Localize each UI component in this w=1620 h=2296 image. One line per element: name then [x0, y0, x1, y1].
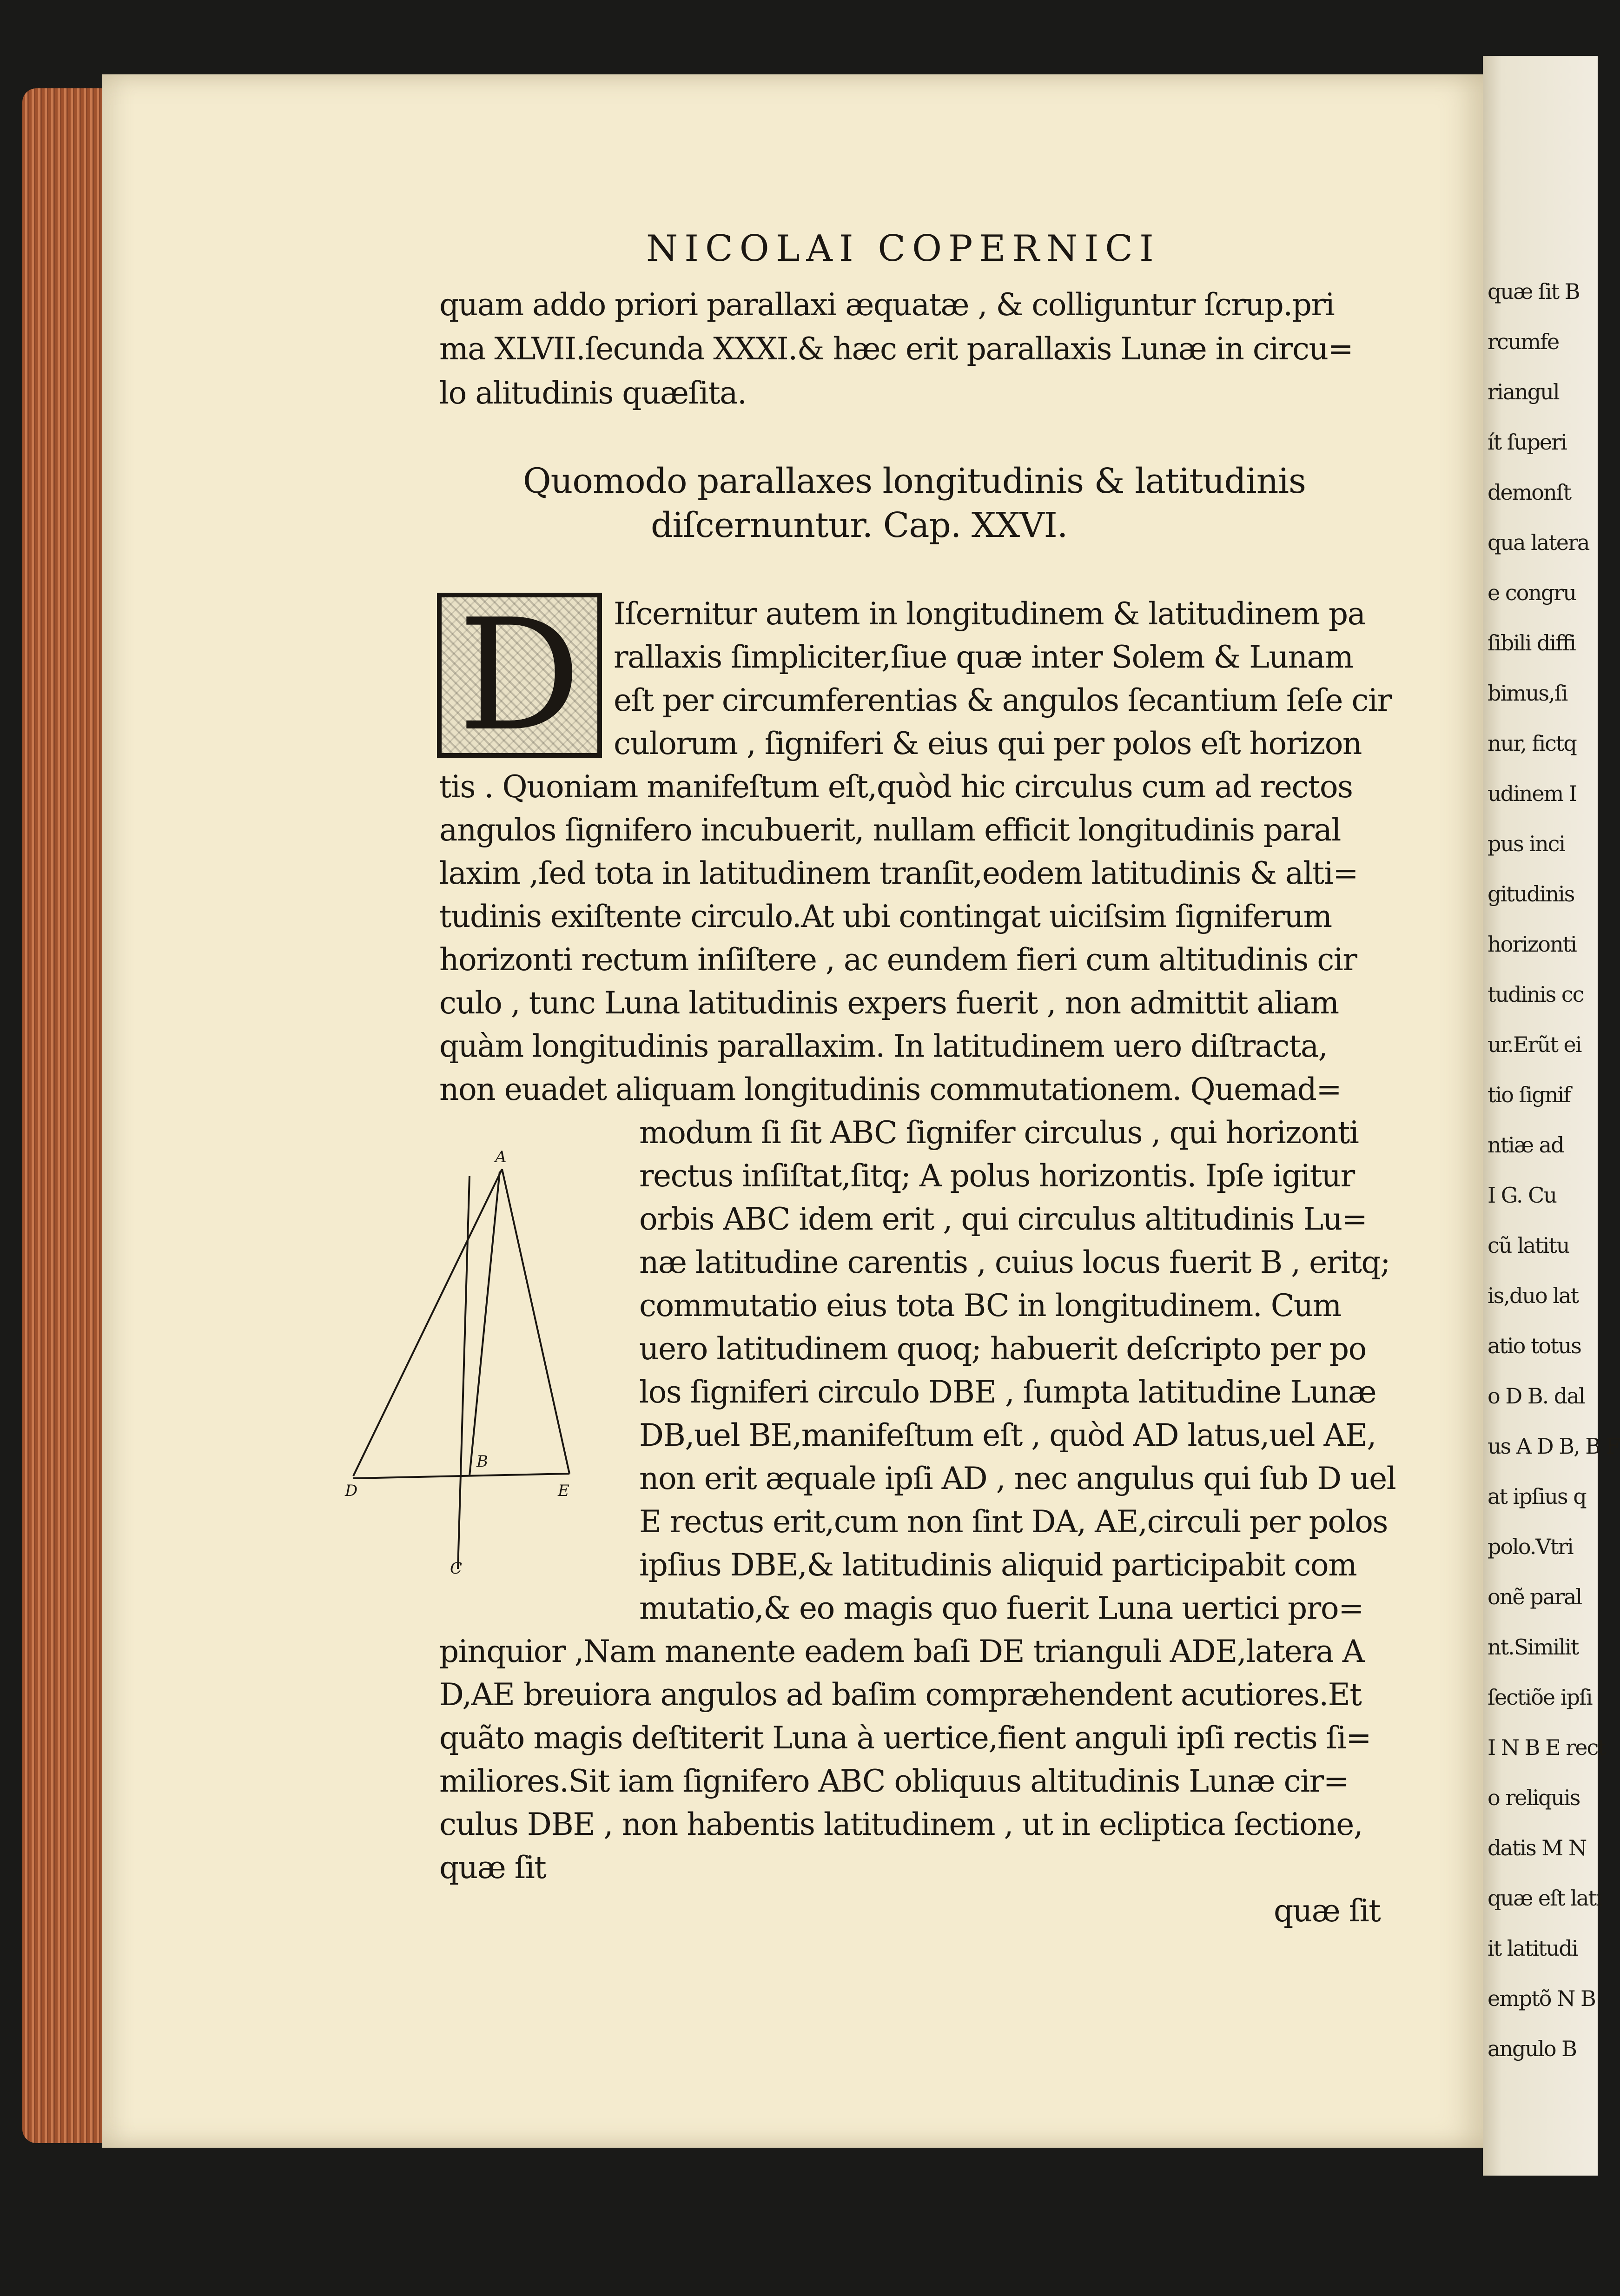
- facing-page-line: horizonti: [1488, 932, 1576, 957]
- text-line: eſt per circumferentias & angulos ſecantium ſeſe cir: [614, 682, 1391, 718]
- running-header: NICOLAI COPERNICI: [646, 228, 1160, 270]
- text-line: rallaxis ſimpliciter,ſiue quæ inter Solem & Lunam: [614, 639, 1353, 675]
- text-line: angulos ſignifero incubuerit, nullam efficit longitudinis paral: [439, 812, 1341, 848]
- facing-page-line: ſibili diffi: [1488, 630, 1575, 655]
- facing-page-line: is,duo lat: [1488, 1283, 1578, 1308]
- chapter-title-line2: diſcernuntur. Cap. XXVI.: [651, 505, 1068, 545]
- facing-page-line: angulo B: [1488, 2036, 1576, 2061]
- diagram-line: [502, 1169, 569, 1474]
- text-line: modum ſi ſit ABC ſignifer circulus , qui horizonti: [639, 1115, 1359, 1151]
- text-line: E rectus erit,cum non ſint DA, AE,circuli per polos: [639, 1504, 1388, 1540]
- text-line: rectus inſiſtat,ſitq; A polus horizontis. Ipſe igitur: [639, 1158, 1355, 1194]
- facing-page-line: I G. Cu: [1488, 1183, 1556, 1208]
- text-line: pinquior ,Nam manente eadem baſi DE trianguli ADE,latera A: [439, 1634, 1364, 1669]
- facing-page-line: o D B. dal: [1488, 1383, 1585, 1409]
- text-line: non euadet aliquam longitudinis commutationem. Quemad=: [439, 1072, 1342, 1107]
- facing-page-line: datis M N: [1488, 1835, 1587, 1860]
- text-line: miliores.Sit iam ſignifero ABC obliquus altitudinis Lunæ cir=: [439, 1763, 1349, 1799]
- facing-page-line: ur.Erũt ei: [1488, 1032, 1581, 1057]
- text-line: non erit æquale ipſi AD , nec angulus qui ſub D uel: [639, 1461, 1396, 1496]
- text-line: culus DBE , non habentis latitudinem , ut in ecliptica ſectione,: [439, 1806, 1363, 1842]
- text-line: Iſcernitur autem in longitudinem & latitudinem pa: [614, 596, 1365, 632]
- facing-page-line: tio ſignif: [1488, 1082, 1571, 1107]
- facing-page-line: ntiæ ad: [1488, 1132, 1564, 1158]
- facing-page-line: onẽ paral: [1488, 1584, 1582, 1609]
- text-line: tudinis exiſtente circulo.At ubi contingat uiciſsim ſigniferum: [439, 899, 1332, 934]
- catchword: quæ ſit: [1274, 1893, 1381, 1929]
- facing-page-line: o reliquis: [1488, 1785, 1580, 1810]
- text-line: uero latitudinem quoq; habuerit deſcripto per po: [639, 1331, 1366, 1367]
- label-b: B: [476, 1452, 488, 1471]
- decorated-initial: [437, 586, 602, 765]
- text-line: ipſius DBE,& latitudinis aliquid participabit com: [639, 1547, 1357, 1583]
- text-line: D,AE breuiora angulos ad baſim compræhendent acutiores.Et: [439, 1677, 1362, 1713]
- label-d: D: [345, 1482, 358, 1500]
- facing-page-line: cũ latitu: [1488, 1233, 1569, 1258]
- text-line: quæ ſit: [439, 1850, 546, 1886]
- facing-page-line: quæ ſit B: [1488, 279, 1580, 304]
- text-line: los ſigniferi circulo DBE , ſumpta latitudine Lunæ: [639, 1374, 1376, 1410]
- text-line: næ latitudine carentis , cuius locus fuerit B , eritq;: [639, 1244, 1390, 1280]
- label-e: E: [558, 1482, 569, 1500]
- initial-letter: D: [458, 586, 581, 765]
- text-line: culo , tunc Luna latitudinis expers fuerit , non admittit aliam: [439, 985, 1339, 1021]
- facing-page-line: it latitudi: [1488, 1936, 1578, 1961]
- text-line: quam addo priori parallaxi æquatæ , & colliguntur ſcrup.pri: [439, 287, 1335, 323]
- chapter-title: Quomodo parallaxes longitudinis & latitudinis: [523, 461, 1306, 501]
- facing-page-line: nur, fictq: [1488, 731, 1576, 756]
- text-line: quãto magis deſtiterit Luna à uertice,fient anguli ipſi rectis ſi=: [439, 1720, 1371, 1756]
- facing-page-line: emptõ N B: [1488, 1986, 1595, 2011]
- text-line: quàm longitudinis parallaxim. In latitudinem uero diſtracta,: [439, 1028, 1328, 1064]
- text-line: orbis ABC idem erit , qui circulus altitudinis Lu=: [639, 1201, 1367, 1237]
- text-line: tis . Quoniam manifeſtum eſt,quòd hic circulus cum ad rectos: [439, 769, 1353, 805]
- facing-page-line: ít ſuperi: [1488, 430, 1567, 455]
- text-line: horizonti rectum inſiſtere , ac eundem fieri cum altitudinis cir: [439, 942, 1357, 978]
- text-line: culorum , ſigniferi & eius qui per polos eſt horizon: [614, 726, 1362, 761]
- facing-page-line: ſectiõe ipſi: [1488, 1685, 1592, 1710]
- label-c: C: [450, 1559, 463, 1578]
- facing-page-line: e congru: [1488, 580, 1576, 605]
- facing-page-line: tudinis cc: [1488, 982, 1584, 1007]
- diagram-line: [458, 1176, 469, 1569]
- facing-page-line: bimus,ſi: [1488, 681, 1567, 706]
- parallax-diagram: [335, 1134, 595, 1576]
- text-line: commutatio eius tota BC in longitudinem. Cum: [639, 1288, 1341, 1323]
- facing-page-edge: [1483, 56, 1620, 2176]
- diagram-line: [469, 1171, 500, 1476]
- facing-page-line: qua latera: [1488, 530, 1589, 555]
- facing-page-line: quæ eſt lati: [1488, 1886, 1602, 1911]
- facing-page-line: demonſt: [1488, 480, 1571, 505]
- text-line: laxim ,ſed tota in latitudinem tranſit,eodem latitudinis & alti=: [439, 855, 1358, 891]
- facing-page-line: riangul: [1488, 379, 1559, 404]
- diagram-line: [353, 1169, 502, 1476]
- text-line: DB,uel BE,manifeſtum eſt , quòd AD latus,uel AE,: [639, 1417, 1376, 1453]
- facing-page-line: rcumfe: [1488, 329, 1559, 354]
- facing-page-line: us A D B, B F: [1488, 1434, 1620, 1459]
- facing-page-line: polo.Vtri: [1488, 1534, 1573, 1559]
- facing-page-line: at ipſius q: [1488, 1484, 1586, 1509]
- facing-page-line: atio totus: [1488, 1333, 1581, 1358]
- facing-page-line: nt.Similit: [1488, 1634, 1579, 1660]
- text-line: ma XLVII.ſecunda XXXI.& hæc erit parallaxis Lunæ in circu=: [439, 331, 1353, 367]
- facing-page-line: pus inci: [1488, 831, 1565, 856]
- facing-page-line: udinem I: [1488, 781, 1577, 806]
- text-line: mutatio,& eo magis quo fuerit Luna uertici pro=: [639, 1590, 1363, 1626]
- facing-page-line: I N B E rect: [1488, 1735, 1606, 1760]
- text-line: lo alitudinis quæſita.: [439, 375, 747, 411]
- label-a: A: [495, 1148, 507, 1166]
- facing-page-line: gitudinis: [1488, 881, 1574, 906]
